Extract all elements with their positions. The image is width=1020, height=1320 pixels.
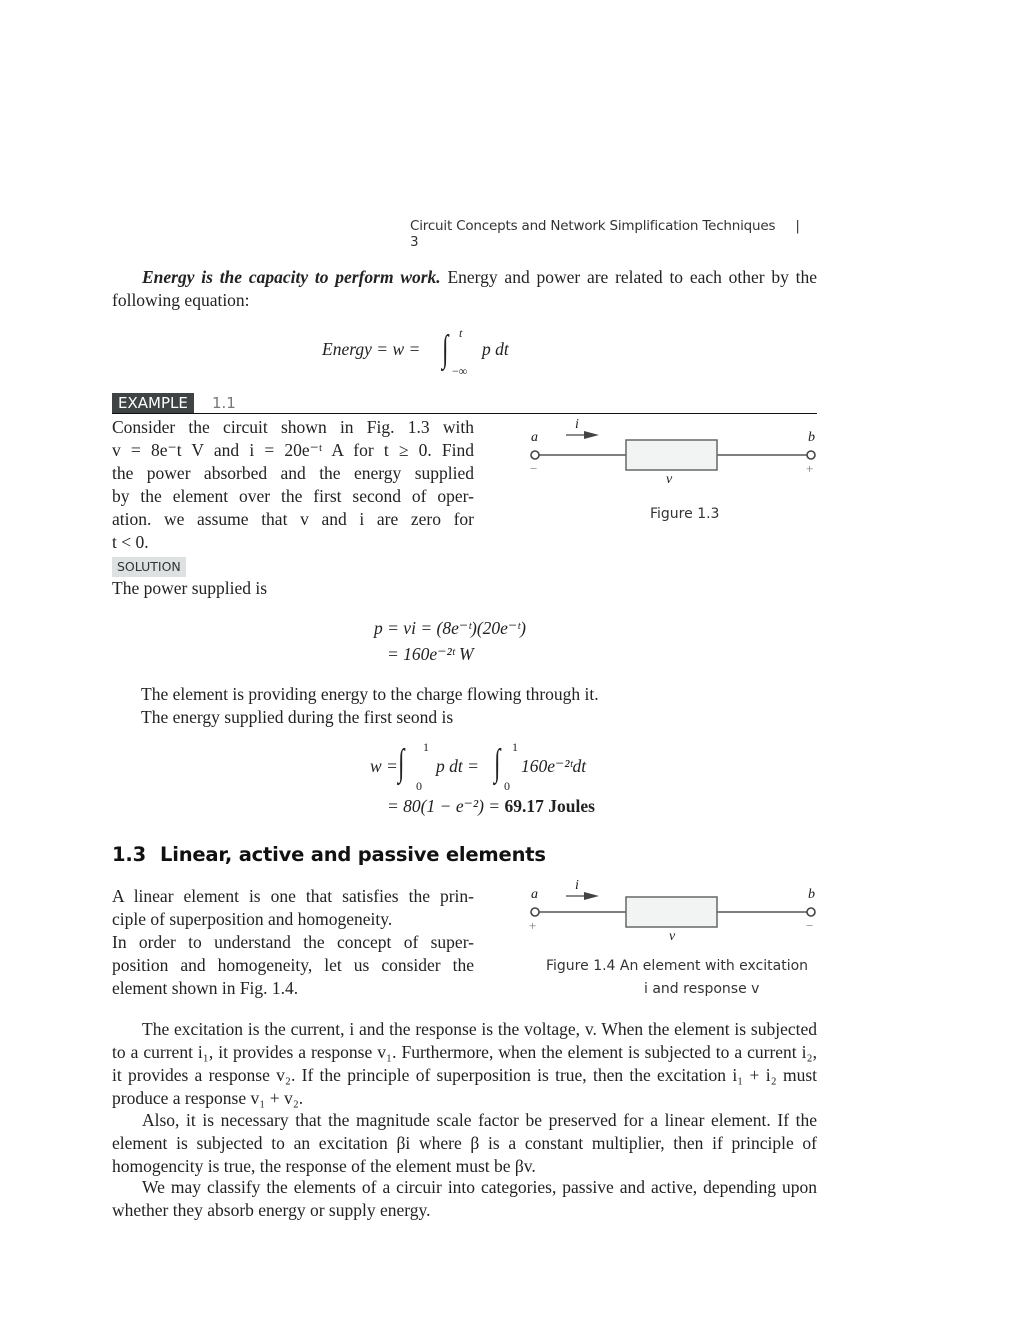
energy-int-lhs: w = (370, 756, 398, 776)
circuit-element-diagram (524, 418, 824, 498)
section-number: 1.3 (112, 843, 146, 866)
node-a-label: a (531, 887, 538, 902)
problem-line: t < 0. (112, 532, 149, 552)
energy-integral-equation (370, 742, 670, 792)
current-label: i (575, 878, 579, 893)
energy-eq-lhs: Energy = w = (322, 339, 421, 359)
problem-line: ation. we assume that v and i are zero for (112, 509, 474, 529)
energy-eq-lower-limit: −∞ (452, 364, 468, 378)
body-paragraph-1: The excitation is the current, i and the response is the voltage, v. When the element is subjected to a current i₁, it provides a response v₁. Furthermore, when the element is subjected to a current i₂, it provides a response v₂. If the principle of superposition is true, then the excitation i₁ + i₂ must produce a response v₁ + v₂. (112, 1019, 817, 1108)
problem-line: v = 8e⁻t V and i = 20e⁻ᵗ A for t ≥ 0. Find (112, 440, 474, 460)
int2-upper-limit: 1 (512, 740, 518, 754)
example-problem (112, 416, 474, 554)
int1-body: p dt = (436, 756, 479, 776)
figure-1-3 (524, 418, 824, 528)
energy-eq-integrand: p dt (482, 339, 509, 359)
example-header (112, 393, 817, 414)
integral-sign: ∫ (494, 742, 501, 784)
figure-1-4 (524, 875, 824, 1005)
polarity-minus: − (806, 918, 814, 933)
polarity-plus: + (529, 918, 537, 933)
solution-intro: The power supplied is (112, 578, 268, 598)
section-heading (112, 843, 546, 866)
section-line: ciple of superposition and homogeneity. (112, 909, 393, 929)
solution-paragraph-2: The energy supplied during the first seond is (141, 707, 454, 727)
energy-eq-upper-limit: t (459, 326, 463, 340)
running-title: Circuit Concepts and Network Simplification Techniques (410, 218, 776, 234)
section-line: position and homogeneity, let us consider the (112, 955, 474, 975)
energy-result-prefix: = 80(1 − e⁻²) = (387, 796, 505, 816)
solution-label: SOLUTION (112, 557, 186, 577)
figure-caption: Figure 1.3 (650, 506, 720, 522)
power-equation-line-2: = 160e⁻²ᵗ W (387, 644, 474, 664)
int2-lower-limit: 0 (504, 779, 510, 793)
intro-paragraph (112, 266, 817, 312)
page-number: 3 (410, 234, 419, 250)
example-number: 1.1 (212, 394, 236, 412)
energy-result-value: 69.17 Joules (504, 796, 595, 816)
int1-upper-limit: 1 (423, 740, 429, 754)
int1-lower-limit: 0 (416, 779, 422, 793)
node-a-label: a (531, 430, 538, 445)
figure-caption-line-2: i and response v (644, 981, 760, 997)
voltage-label: v (669, 929, 676, 944)
polarity-plus: + (806, 461, 814, 476)
body-paragraph-2: Also, it is necessary that the magnitude scale factor be preserved for a linear element. If the element is subjected to an excitation βi where β is a constant multiplier, then if principle of homogencity is true, the response of the element must be βv. (112, 1110, 817, 1176)
voltage-label: v (666, 472, 673, 487)
problem-line: Consider the circuit shown in Fig. 1.3 with (112, 417, 474, 437)
body-paragraph-3: We may classify the elements of a circuir into categories, passive and active, depending upon whether they absorb energy or supply energy. (112, 1177, 817, 1220)
energy-result-line (387, 795, 595, 818)
problem-line: the power absorbed and the energy supplied (112, 463, 474, 483)
intro-bold-lead: Energy is the capacity to perform work. (142, 267, 441, 287)
integral-sign: ∫ (398, 742, 405, 784)
current-label: i (575, 417, 579, 432)
section-line: A linear element is one that satisfies the prin- (112, 886, 474, 906)
running-header (410, 218, 820, 250)
section-title: Linear, active and passive elements (160, 843, 546, 866)
node-b-label: b (808, 887, 815, 902)
section-intro-text (112, 885, 474, 1000)
figure-caption-line-1: Figure 1.4 An element with excitation (546, 958, 809, 974)
node-b-label: b (808, 430, 815, 445)
section-line: In order to understand the concept of super- (112, 932, 474, 952)
section-line: element shown in Fig. 1.4. (112, 978, 299, 998)
example-label: EXAMPLE (112, 393, 194, 413)
header-separator: | (795, 218, 800, 234)
intro-text: Energy and power are related to each other by the following equation: (112, 267, 817, 310)
int2-body: 160e⁻²ᵗdt (521, 756, 587, 776)
problem-line: by the element over the first second of oper- (112, 486, 474, 506)
power-equation-line-1: p = vi = (8e⁻ᵗ)(20e⁻ᵗ) (374, 618, 526, 638)
polarity-minus: − (530, 461, 538, 476)
integral-sign: ∫ (442, 328, 449, 370)
solution-paragraph-1: The element is providing energy to the charge flowing through it. (141, 684, 599, 704)
